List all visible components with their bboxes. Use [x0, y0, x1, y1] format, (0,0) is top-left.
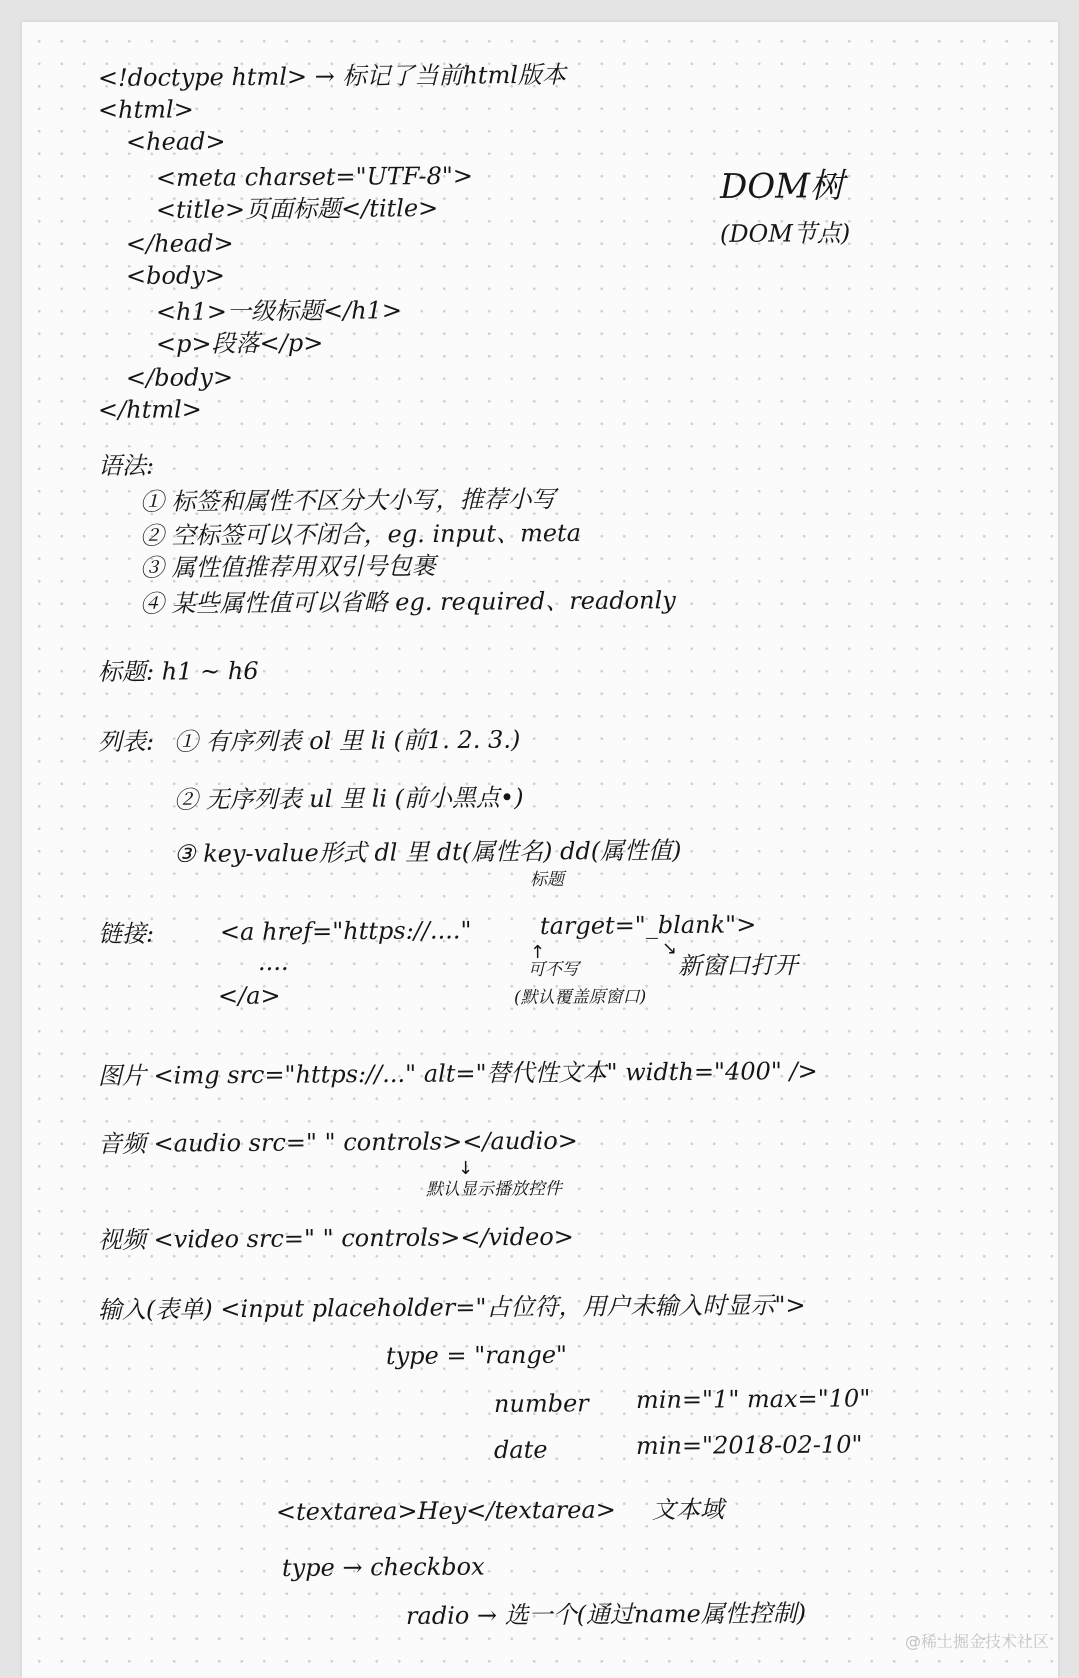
syntax-heading: 语法:: [97, 451, 155, 480]
title-tag-line: <title>页面标题</title>: [155, 194, 439, 224]
h1-tag-line: <h1>一级标题</h1>: [155, 296, 403, 326]
doctype-line: <!doctype html> → 标记了当前html版本: [97, 60, 567, 92]
dom-tree-title: DOM树: [719, 166, 845, 207]
image-line: 图片 <img src="https://..." alt="替代性文本" width="400" />: [97, 1056, 818, 1090]
audio-controls-note: 默认显示播放控件: [425, 1179, 563, 1200]
html-close-tag: </html>: [97, 395, 202, 424]
input-type-range: type = "range": [385, 1340, 568, 1370]
html-open-tag: <html>: [97, 95, 194, 124]
headings-line: 标题: h1 ~ h6: [97, 656, 259, 686]
syntax-item-2: ② 空标签可以不闭合，eg. input、meta: [139, 518, 582, 550]
input-type-date: date: [493, 1435, 548, 1464]
notebook-page: [22, 22, 1058, 1678]
audio-line: 音频 <audio src=" " controls></audio>: [97, 1126, 578, 1158]
textarea-note: 文本域: [651, 1495, 725, 1524]
list-item-definition: ③ key-value形式 dl 里 dt(属性名) dd(属性值): [173, 836, 682, 868]
head-open-tag: <head>: [125, 127, 226, 156]
anchor-target: target="_blank">: [539, 910, 757, 940]
down-arrow-icon: ↓: [458, 1158, 474, 1179]
checkbox-line: type → checkbox: [281, 1552, 485, 1582]
body-open-tag: <body>: [125, 261, 226, 290]
date-min: min="2018-02-10": [635, 1430, 863, 1460]
curved-arrow-icon: ↘: [662, 938, 678, 959]
syntax-item-4: ④ 某些属性值可以省略 eg. required、readonly: [139, 586, 676, 618]
number-min-max: min="1" max="10": [635, 1384, 871, 1414]
head-close-tag: </head>: [125, 229, 234, 258]
anchor-ellipsis: ....: [257, 947, 289, 976]
list-item-ordered: ① 有序列表 ol 里 li (前1. 2. 3.): [173, 725, 521, 756]
video-line: 视频 <video src=" " controls></video>: [97, 1222, 574, 1254]
watermark: @稀土掘金技术社区: [904, 1632, 1049, 1651]
syntax-item-1: ① 标签和属性不区分大小写，推荐小写: [139, 485, 556, 516]
up-arrow-icon: ↑: [530, 942, 546, 963]
dt-title-note: 标题: [529, 869, 565, 890]
syntax-item-3: ③ 属性值推荐用双引号包裹: [139, 551, 436, 582]
optional-note: 可不写: [527, 959, 580, 980]
input-line: 输入(表单) <input placeholder="占位符，用户未输入时显示">: [97, 1291, 806, 1324]
anchor-close-tag: </a>: [217, 981, 281, 1010]
new-window-note: 新窗口打开: [677, 951, 799, 980]
list-item-unordered: ② 无序列表 ul 里 li (前小黑点•): [173, 783, 524, 814]
anchor-code: <a href="https://....": [219, 916, 472, 946]
dom-tree-subtitle: (DOM节点): [719, 219, 851, 248]
default-window-note: (默认覆盖原窗口): [513, 987, 647, 1008]
links-label: 链接:: [97, 919, 155, 948]
lists-label: 列表:: [97, 727, 155, 756]
radio-line: radio → 选一个(通过name属性控制): [405, 1599, 807, 1630]
textarea-line: <textarea>Hey</textarea>: [275, 1495, 616, 1526]
input-type-number: number: [493, 1389, 589, 1418]
meta-tag-line: <meta charset="UTF-8">: [155, 161, 474, 192]
body-close-tag: </body>: [125, 363, 234, 392]
p-tag-line: <p>段落</p>: [155, 328, 324, 358]
